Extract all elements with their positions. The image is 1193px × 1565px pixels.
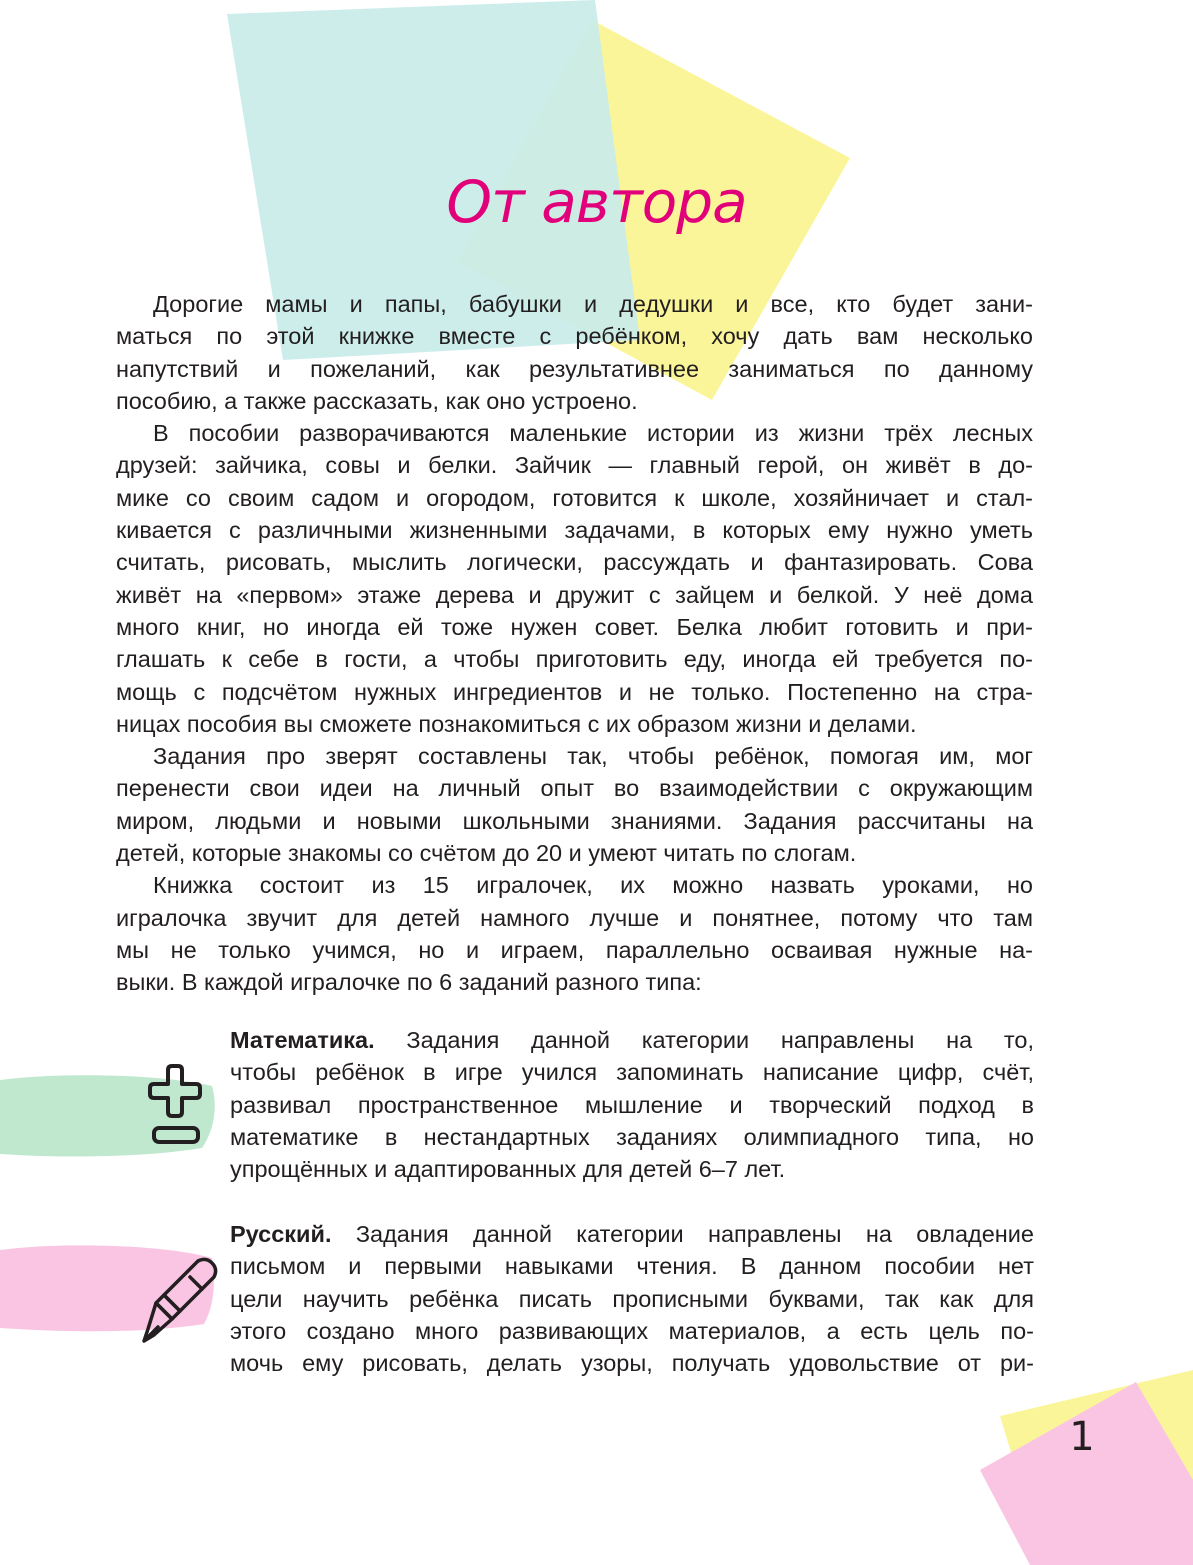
intro-line: миром, людьми и новыми школьными знаниями. Задания рассчитаны на <box>116 807 1033 834</box>
intro-line: глашать к себе в гости, а чтобы приготовить еду, иногда ей требуется по- <box>116 646 1033 673</box>
intro-line: детей, которые знакомы со счётом до 20 и умеют читать по слогам. <box>116 840 857 867</box>
russian-first-line: Задания данной категории направлены на овладение <box>331 1221 1034 1247</box>
intro-line: Задания про зверят составлены так, чтобы ребёнок, помогая им, мог <box>153 743 1033 770</box>
plus-minus-icon <box>144 1062 214 1152</box>
intro-line: Дорогие мамы и папы, бабушки и дедушки и все, кто будет зани- <box>153 291 1033 317</box>
math-title: Математика. <box>230 1027 375 1053</box>
math-category <box>230 1024 1034 1185</box>
russian-line: мочь ему рисовать, делать узоры, получать удовольствие от ри- <box>230 1350 1034 1377</box>
math-first-line: Задания данной категории направлены на то, <box>374 1027 1034 1053</box>
russian-category <box>230 1218 1034 1379</box>
russian-title: Русский. <box>230 1221 332 1247</box>
math-line: развивал пространственное мышление и творческий подход в <box>230 1091 1034 1118</box>
intro-line: ницах пособия вы сможете познакомиться с их образом жизни и делами. <box>116 710 917 737</box>
page-number: 1 <box>1069 1414 1095 1460</box>
math-line: математике в нестандартных заданиях олимпиадного типа, но <box>230 1123 1034 1150</box>
page-title: От автора <box>446 168 747 236</box>
intro-line: маться по этой книжке вместе с ребёнком, хочу дать вам несколько <box>116 323 1033 350</box>
intro-line: пособию, а также рассказать, как оно устроено. <box>116 387 638 414</box>
intro-line: перенести свои идеи на личный опыт во взаимодействии с окружающим <box>116 775 1033 802</box>
russian-line: письмом и первыми навыками чтения. В данном пособии нет <box>230 1253 1034 1280</box>
intro-text <box>116 288 1033 999</box>
intro-line: Книжка состоит из 15 игралочек, их можно назвать уроками, но <box>153 872 1033 899</box>
intro-line: напутствий и пожеланий, как результативнее заниматься по данному <box>116 355 1033 382</box>
russian-line: цели научить ребёнка писать прописными буквами, так как для <box>230 1285 1034 1312</box>
intro-line: мы не только учимся, но и играем, параллельно осваивая нужные на- <box>116 936 1033 963</box>
intro-line: мощь с подсчётом нужных ингредиентов и не только. Постепенно на стра- <box>116 678 1033 705</box>
intro-line: кивается с различными жизненными задачами, в которых ему нужно уметь <box>116 517 1033 544</box>
fountain-pen-icon <box>140 1255 220 1345</box>
intro-line: выки. В каждой игралочке по 6 заданий разного типа: <box>116 969 702 996</box>
math-line: упрощённых и адаптированных для детей 6–7 лет. <box>230 1156 786 1183</box>
intro-line: живёт на «первом» этаже дерева и дружит с зайцем и белкой. У неё дома <box>116 581 1033 608</box>
russian-line: этого создано много развивающих материалов, а есть цель по- <box>230 1317 1034 1344</box>
intro-line: игралочка звучит для детей намного лучше и понятнее, потому что там <box>116 904 1033 931</box>
math-line: чтобы ребёнок в игре учился запоминать написание цифр, счёт, <box>230 1059 1034 1086</box>
intro-line: друзей: зайчика, совы и белки. Зайчик — главный герой, он живёт в до- <box>116 452 1033 479</box>
intro-line: В пособии разворачиваются маленькие истории из жизни трёх лесных <box>153 420 1033 447</box>
intro-line: много книг, но иногда ей тоже нужен совет. Белка любит готовить и при- <box>116 613 1033 640</box>
intro-line: считать, рисовать, мыслить логически, рассуждать и фантазировать. Сова <box>116 549 1033 576</box>
intro-line: мике со своим садом и огородом, готовится к школе, хозяйничает и стал- <box>116 484 1033 511</box>
